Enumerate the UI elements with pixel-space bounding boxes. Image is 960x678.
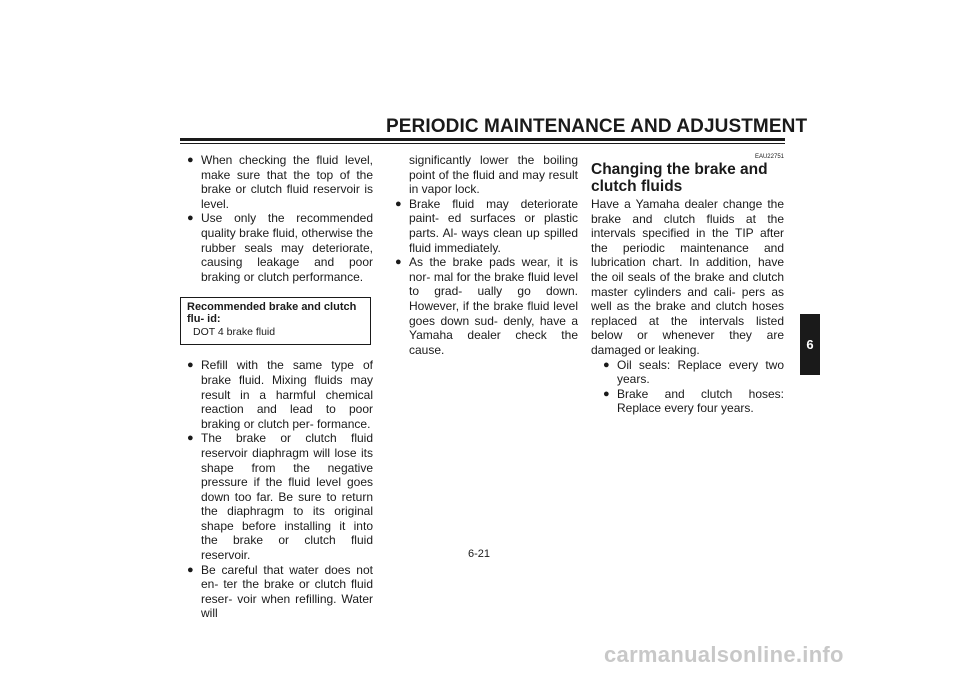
chapter-tab: 6: [800, 314, 820, 375]
bullet-icon: ●: [603, 387, 610, 400]
bullet-icon: ●: [187, 563, 194, 576]
bullet-item: ● When checking the fluid level, make sure that the top of the brake or clutch fluid reservoir is level.: [187, 153, 373, 211]
bullet-item: ● Brake and clutch hoses: Replace every four years.: [603, 386, 784, 416]
header-rule-thin: [180, 143, 785, 144]
column-left: [186, 153, 373, 621]
bullet-icon: ●: [187, 154, 194, 166]
bullet-item: ● Oil seals: Replace every two years.: [603, 357, 784, 387]
bullet-item: ● Brake fluid may deteriorate paint- ed surfaces or plastic parts. Al- ways clean up spilled fluid immediately.: [395, 196, 578, 255]
bullet-icon: ●: [187, 359, 194, 372]
header-rule-thick: [180, 138, 785, 141]
page-number: 6-21: [468, 548, 491, 560]
spec-label: Recommended brake and clutch flu- id:: [187, 301, 357, 326]
page-title: PERIODIC MAINTENANCE AND ADJUSTMENT: [386, 116, 808, 137]
bullet-item: ● Refill with the same type of brake fluid. Mixing fluids may result in a harmful chemical reaction and lead to poor braking or clutch per- formance.: [187, 358, 373, 431]
reference-code: EAU22751: [754, 154, 784, 160]
section-title: Changing the brake and clutch fluids: [591, 161, 768, 195]
watermark: carmanualsonline.info: [604, 642, 844, 667]
bullet-item: ● Use only the recommended quality brake fluid, otherwise the rubber seals may deteriorate, causing leakage and poor braking or clutch performance.: [187, 211, 373, 284]
column-middle: [394, 153, 578, 357]
bullet-icon: ●: [395, 197, 402, 210]
spec-box: [180, 297, 371, 345]
bullet-icon: ●: [187, 432, 194, 445]
body-paragraph: Have a Yamaha dealer change the brake and clutch fluids at the intervals specified in the TIP after the periodic maintenance and lubrication chart. In addition, have the oil seals of the brake and clutch master cylinders and cali- pers as well as the brake and clutch hoses replaced at the intervals listed below or whenever they are damaged or leaking.: [591, 197, 784, 357]
bullet-item: ● Be careful that water does not en- ter the brake or clutch fluid reser- voir when refilling. Water will: [187, 562, 373, 621]
column-right: [591, 153, 784, 416]
continued-text: significantly lower the boiling point of the fluid and may result in vapor lock.: [409, 153, 578, 197]
bullet-icon: ●: [187, 212, 194, 225]
bullet-item: ● The brake or clutch fluid reservoir diaphragm will lose its shape from the negative pressure if the fluid level goes down too far. Be sure to return the diaphragm to its original shape before installing it into the brake or clutch fluid reservoir.: [187, 431, 373, 563]
bullet-item: ● As the brake pads wear, it is nor- mal for the brake fluid level to grad- ually go down. However, if the brake fluid level goes down sud- denly, have a Yamaha dealer check the cause.: [395, 255, 578, 357]
spec-value: DOT 4 brake fluid: [193, 326, 276, 339]
bullet-icon: ●: [603, 358, 610, 371]
bullet-icon: ●: [395, 256, 402, 269]
